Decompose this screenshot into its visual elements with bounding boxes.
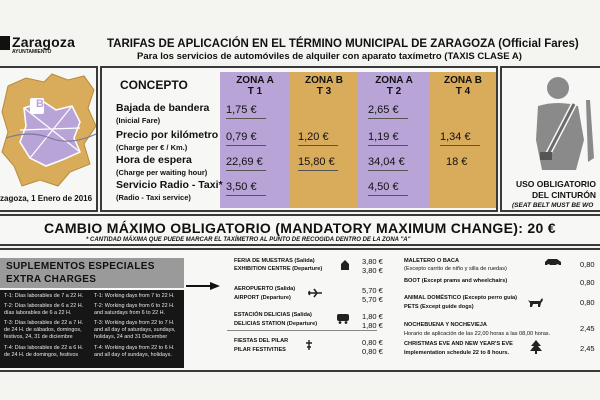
supplement-price: 2,45 <box>580 344 595 353</box>
schedule-en-line: T-3: Working days from 22 to 7 H. <box>94 320 175 326</box>
schedule-es-line: días laborables de 6 a 22 H. <box>4 310 72 316</box>
date-caption: zagoza, 1 Enero de 2016 <box>0 194 93 203</box>
dog-icon <box>528 296 544 308</box>
zone-map-icon <box>0 68 98 192</box>
row-label: Precio por kilómetro <box>116 129 219 141</box>
mandatory-change-text: CAMBIO MÁXIMO OBLIGATORIO (MANDATORY MAXIMUM CHANGE): 20 € <box>44 220 556 236</box>
party-icon <box>304 339 314 351</box>
supplement-label-en: PETS (Except guide dogs) <box>404 304 474 310</box>
supplement-label: MALETERO O BACA <box>404 258 460 264</box>
supplement-price: 3,80 € <box>362 266 383 275</box>
city-logo <box>0 34 98 60</box>
schedule-es-line: festivos, 24, 31 de diciembre <box>4 334 73 340</box>
seatbelt-line-3: (SEAT BELT MUST BE WO <box>512 202 594 209</box>
zone-map-panel <box>0 66 98 212</box>
supplement-price: 0,80 <box>580 278 595 287</box>
schedule-en-line: T-1: Working days from 7 to 22 H. <box>94 293 175 299</box>
schedule-es-line: T-2: Días laborables de 6 a 22 H. <box>4 303 84 309</box>
supplement-price: 5,70 € <box>362 295 383 304</box>
schedule-en-line: and all day of sundays, holidays. <box>94 352 172 358</box>
zone-b-marker: B <box>36 98 44 110</box>
column-tariff-label: T 4 <box>455 86 471 97</box>
supplement-label-en: PILAR FESTIVITIES <box>234 347 286 353</box>
supplement-label-en: AIRPORT (Departure) <box>234 295 291 301</box>
fare-cell: 1,20 € <box>298 131 329 143</box>
tree-icon <box>530 340 542 354</box>
column-zone-label: ZONA B <box>444 75 482 86</box>
seatbelt-line-2: DEL CINTURÓN <box>532 190 597 200</box>
fare-cell: 1,34 € <box>440 131 471 143</box>
supplement-label: ANIMAL DOMÉSTICO (Excepto perro guía) <box>404 295 518 301</box>
schedule-es-line: T-4: Días laborables de 22 a 6 H. <box>4 345 84 351</box>
schedule-es-line: de 24 H. de domingos, festivos <box>4 352 79 358</box>
tariff-table <box>100 66 498 212</box>
supplement-label-en: Implementation schedule 22 to 8 hours. <box>404 350 510 356</box>
supplement-price: 3,80 € <box>362 257 383 266</box>
schedule-box <box>0 290 184 368</box>
supplement-price: 0,80 <box>580 298 595 307</box>
concepto-header: CONCEPTO <box>120 78 188 92</box>
seatbelt-line-1: USO OBLIGATORIO <box>516 179 596 189</box>
car-icon <box>544 257 562 267</box>
logo-subtext: AYUNTAMIENTO <box>12 49 52 55</box>
row-label: Servicio Radio - Taxi* <box>116 179 223 191</box>
fare-cell: 4,50 € <box>368 181 399 193</box>
row-label: Bajada de bandera <box>116 102 210 114</box>
schedule-es-line: T-1: Días laborables de 7 a 22 H. <box>4 293 84 299</box>
supplement-label: FERIA DE MUESTRAS (Salida) <box>234 258 315 264</box>
supplement-label: ESTACIÓN DELICIAS (Salida) <box>234 312 312 318</box>
supplement-label-en: EXHIBITION CENTRE (Departure) <box>234 266 323 272</box>
seatbelt-panel <box>500 66 600 212</box>
fare-cell: 0,79 € <box>226 131 257 143</box>
row-sublabel: (Inicial Fare) <box>116 116 161 125</box>
row-sublabel: (Radio - Taxi service) <box>116 193 191 202</box>
logo-mark-icon <box>0 36 10 50</box>
page-title: TARIFAS DE APLICACIÓN EN EL TÉRMINO MUNICIPAL DE ZARAGOZA (Official Fares) <box>107 38 579 50</box>
supplements-panel <box>0 248 600 372</box>
fare-cell: 22,69 € <box>226 156 263 168</box>
arrow-icon <box>186 281 220 291</box>
fare-cell: 18 € <box>446 156 468 168</box>
row-sublabel: (Charge per € / Km.) <box>116 143 188 152</box>
supplement-label: AEROPUERTO (Salida) <box>234 286 296 292</box>
supplements-heading <box>0 258 184 288</box>
fare-cell: 2,65 € <box>368 104 399 116</box>
fare-cell: 3,50 € <box>226 181 257 193</box>
column-zone-label: ZONA A <box>375 75 413 86</box>
fare-cell: 34,04 € <box>368 156 405 168</box>
supplement-label: CHRISTMAS EVE AND NEW YEAR'S EVE <box>404 341 513 347</box>
supplement-label-en: DELICIAS STATION (Departure) <box>234 321 318 327</box>
seatbelt-icon <box>516 70 600 174</box>
column-tariff-label: T 3 <box>316 86 332 97</box>
column-tariff-label: T 1 <box>247 86 263 97</box>
schedule-en-line: and saturdays from 6 to 22 H. <box>94 310 166 316</box>
supplement-price: 2,45 <box>580 324 595 333</box>
supplement-price: 5,70 € <box>362 286 383 295</box>
supplement-price: 0,80 € <box>362 338 383 347</box>
fare-cell: 15,80 € <box>298 156 335 168</box>
mandatory-change-band <box>0 214 600 246</box>
supplement-label: NOCHEBUENA Y NOCHEVIEJA <box>404 322 487 328</box>
column-zone-label: ZONA A <box>236 75 274 86</box>
supplement-price: 0,80 € <box>362 347 383 356</box>
row-sublabel: (Charge per waiting hour) <box>116 168 208 177</box>
train-icon <box>336 313 350 324</box>
supplement-price: 1,80 € <box>362 321 383 330</box>
supplement-price: 1,80 € <box>362 312 383 321</box>
fare-cell: 1,75 € <box>226 104 257 116</box>
supplement-price: 0,80 <box>580 260 595 269</box>
mandatory-change-note: * CANTIDAD MÁXIMA QUE PUEDE MARCAR EL TAXÍMETRO AL PUNTO DE RECOGIDA DENTRO DE LA ZONA "A" <box>86 237 411 243</box>
column-zone-label: ZONA B <box>305 75 343 86</box>
schedule-en-line: T-2: Working days from 6 to 22 H. <box>94 303 175 309</box>
supplement-label: FIESTAS DEL PILAR <box>234 338 289 344</box>
schedule-es-line: T-3: Días laborables de 22 a 7 H. <box>4 320 84 326</box>
supplement-label: BOOT (Except prams and wheelchairs) <box>404 278 508 284</box>
page-subtitle: Para los servicios de automóviles de alquiler con aparato taxímetro (TAXIS CLASE A) <box>137 51 522 62</box>
supplement-label-en: (Excepto carrito de niño y silla de ruedas) <box>404 266 507 272</box>
schedule-en-line: and all day of saturdays, sundays, <box>94 327 176 333</box>
schedule-es-line: de 24 H. de sábados, domingos, <box>4 327 82 333</box>
supplements-heading-es: SUPLEMENTOS ESPECIALES <box>6 261 155 272</box>
row-label: Hora de espera <box>116 154 192 166</box>
supplements-heading-en: EXTRA CHARGES <box>6 274 97 285</box>
schedule-en-line: T-4: Working days from 22 to 6 H. <box>94 345 175 351</box>
exhibition-icon <box>340 259 350 271</box>
column-tariff-label: T 2 <box>386 86 402 97</box>
fare-cell: 1,19 € <box>368 131 399 143</box>
logo-text: Zaragoza <box>12 34 76 50</box>
schedule-en-line: holidays, 24 and 31 December <box>94 334 168 340</box>
airplane-icon <box>308 288 322 298</box>
supplement-label-en: Horario de aplicación de las 22,00 horas a las 08,00 horas. <box>404 331 551 337</box>
